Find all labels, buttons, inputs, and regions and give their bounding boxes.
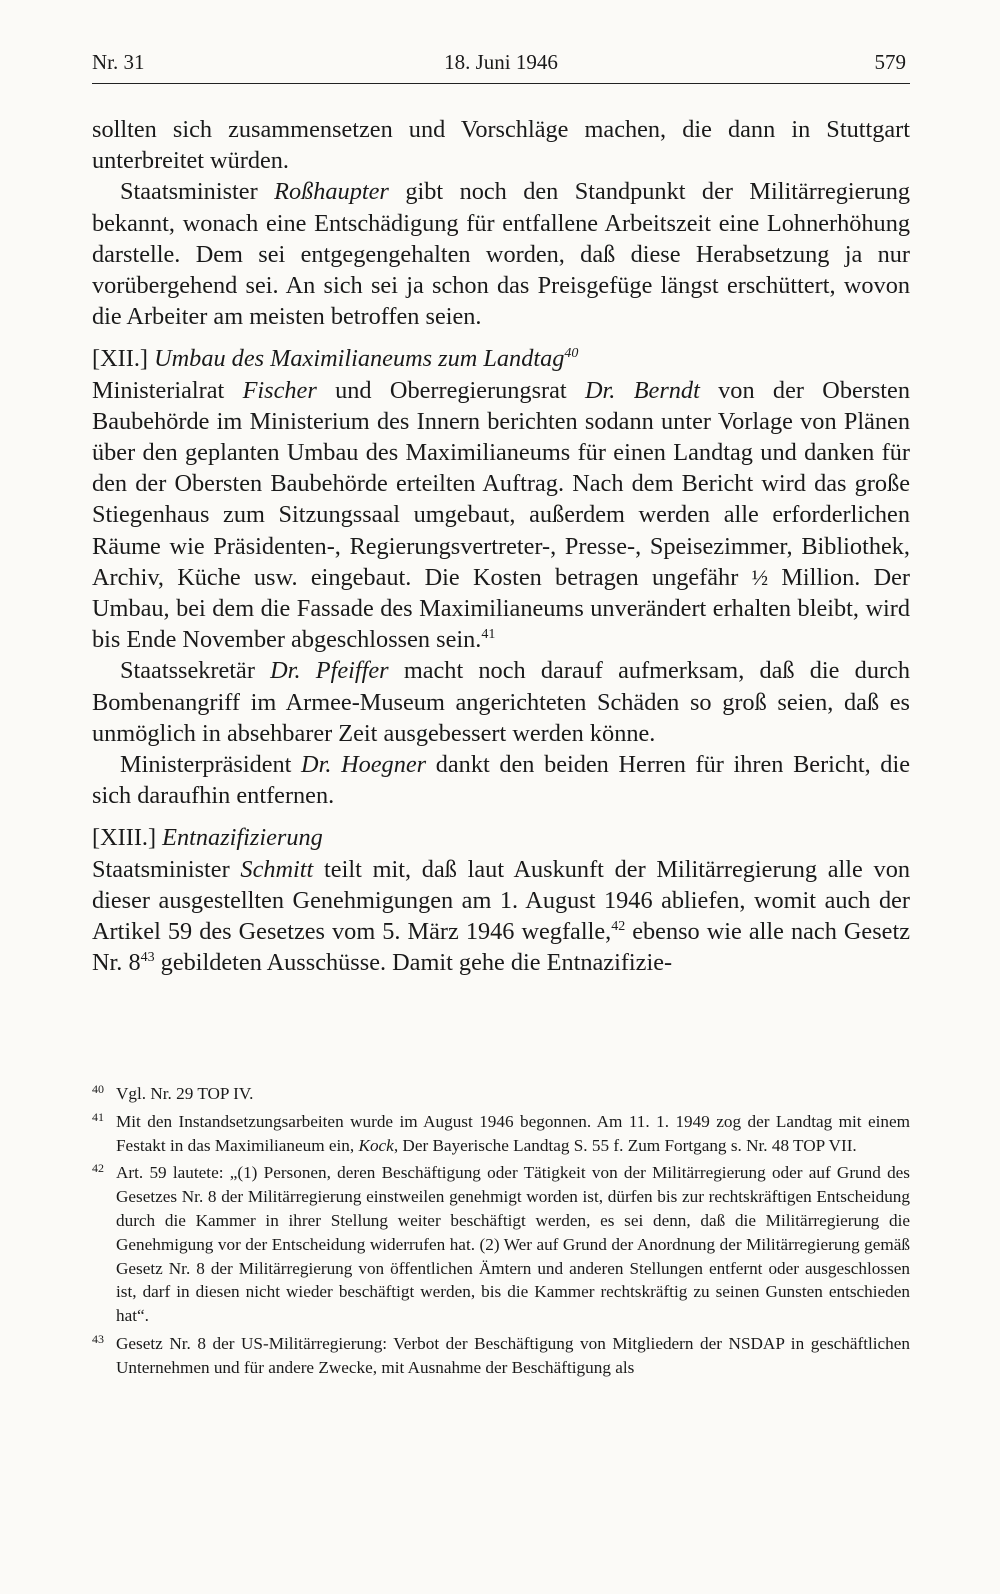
footnote: 41 Mit den Instandsetzungsarbeiten wurde im August 1946 begonnen. Am 11. 1. 1949 zog der Landtag mit einem Festakt in das Maximilianeum ein, Kock, Der Bayerische Landtag S. 55 f. Zum Fortgang s. Nr. 48 TOP VII. [92,1110,910,1158]
footnote-ref: 40 [564,346,579,362]
footnote-ref: 43 [140,950,155,966]
document-page [92,40,910,1377]
footnote-number: 40 [92,1082,104,1096]
footnote: 43 Gesetz Nr. 8 der US-Militärregierung: Verbot der Beschäftigung von Mitgliedern der NSDAP in geschäftlichen Unternehmen und für andere Zwecke, mit Ausnahme der Beschäftigung als [92,1332,910,1380]
page-number: 579 [874,50,906,74]
person-name: Schmitt [240,855,314,883]
page-header [92,40,910,76]
person-name: Dr. Hoegner [301,751,427,779]
footnote-number: 41 [92,1109,104,1124]
paragraph: sollten sich zusammensetzen und Vorschläge machen, die dann in Stuttgart unterbreitet würden. [92,116,910,175]
header-date: 18. Juni 1946 [444,50,558,74]
footnotes [92,1082,910,1384]
footnote: 40 Vgl. Nr. 29 TOP IV. [92,1082,910,1106]
header-rule [92,83,910,84]
footnote: 42 Art. 59 lautete: „(1) Personen, deren Beschäftigung oder Tätigkeit von der Militärregierung oder auf Grund des Gesetzes Nr. 8 der Militärregierung einstweilen genehmigt worden ist, dürfen bis zur rechtskräftigen Entscheidung durch die Kammer in ihrer Stellung weiter beschäftigt werden, es sei denn, daß die Militärregierung die Genehmigung vor der Entscheidung widerrufen hat. (2) Wer auf Grund der Anordnung der Militärregierung gemäß Gesetz Nr. 8 der Militärregierung von öffentlichen Ämtern und anderen Stellungen entfernt oder ausgeschlossen ist, darf in diesen nicht wieder beschäftigt werden, bis die Kammer rechtskräftig zu seinen Gunsten entschieden hat“. [92,1161,910,1328]
paragraph: Staatssekretär Dr. Pfeiffer macht noch darauf aufmerksam, daß die durch Bombenangriff im Armee-Museum angerichteten Schäden so groß seien, daß es unmöglich in absehbarer Zeit ausgebessert werden könne. [92,657,910,747]
person-name: Dr. Berndt [584,376,700,404]
person-name: Roßhaupter [274,178,389,206]
paragraph: Staatsminister Schmitt teilt mit, daß laut Auskunft der Militärregierung alle von dieser ausgestellten Genehmigungen am 1. August 1946 abliefen, womit auch der Artikel 59 des Gesetzes vom 5. März 1946 wegfalle,$^{42}$ ebenso wie alle nach Gesetz Nr. $8^{43}$ gebildeten Ausschüsse. Damit gehe die Entnazifizie- [92,855,910,977]
author-name: Kock [358,1135,394,1155]
footnote-ref: 41 [481,627,496,643]
footnote-number: 43 [92,1331,104,1346]
person-name: Fischer [242,376,317,404]
fraction: ½ [751,564,769,590]
document-number: Nr. 31 [92,50,145,74]
section-heading: [XII.] Umbau des Maximilianeums zum Landtag$^{40}$ [92,345,579,373]
paragraph: Staatsminister Roßhaupter gibt noch den Standpunkt der Militärregierung bekannt, wonach eine Entschädigung für entfallene Arbeitszeit eine Lohnerhöhung darstelle. Dem sei entgegengehalten worden, daß diese Herabsetzung ja nur vorübergehend sei. An sich sei ja schon das Preisgefüge längst erschüttert, wovon die Arbeiter am meisten betroffen seien. [92,178,910,331]
paragraph: Ministerialrat Fischer und Oberregierungsrat Dr. Berndt von der Obersten Baubehörde im Ministerium des Innern berichten sodann unter Vorlage von Plänen über den geplanten Umbau des Maximilianeums für einen Landtag und danken für den der Obersten Baubehörde erteilten Auftrag. Nach dem Bericht wird das große Stiegenhaus zum Sitzungssaal umgebaut, außerdem werden alle erforderlichen Räume wie Präsidenten-, Regierungsvertreter-, Presse-, Speisezimmer, Bibliothek, Archiv, Küche usw. eingebaut. Die Kosten betragen ungefähr ½ Million. Der Umbau, bei dem die Fassade des Maximilianeums unverändert erhalten bleibt, wird bis Ende November abgeschlossen sein.$^{41}$ [92,376,910,654]
section-heading: [XIII.] Entnazifizierung [92,824,323,852]
main-text [92,114,910,978]
person-name: Dr. Pfeiffer [270,657,389,685]
footnote-ref: 42 [611,918,626,934]
paragraph: Ministerpräsident Dr. Hoegner dankt den beiden Herren für ihren Bericht, die sich daraufhin entfernen. [92,751,910,810]
footnote-number: 42 [92,1161,104,1176]
